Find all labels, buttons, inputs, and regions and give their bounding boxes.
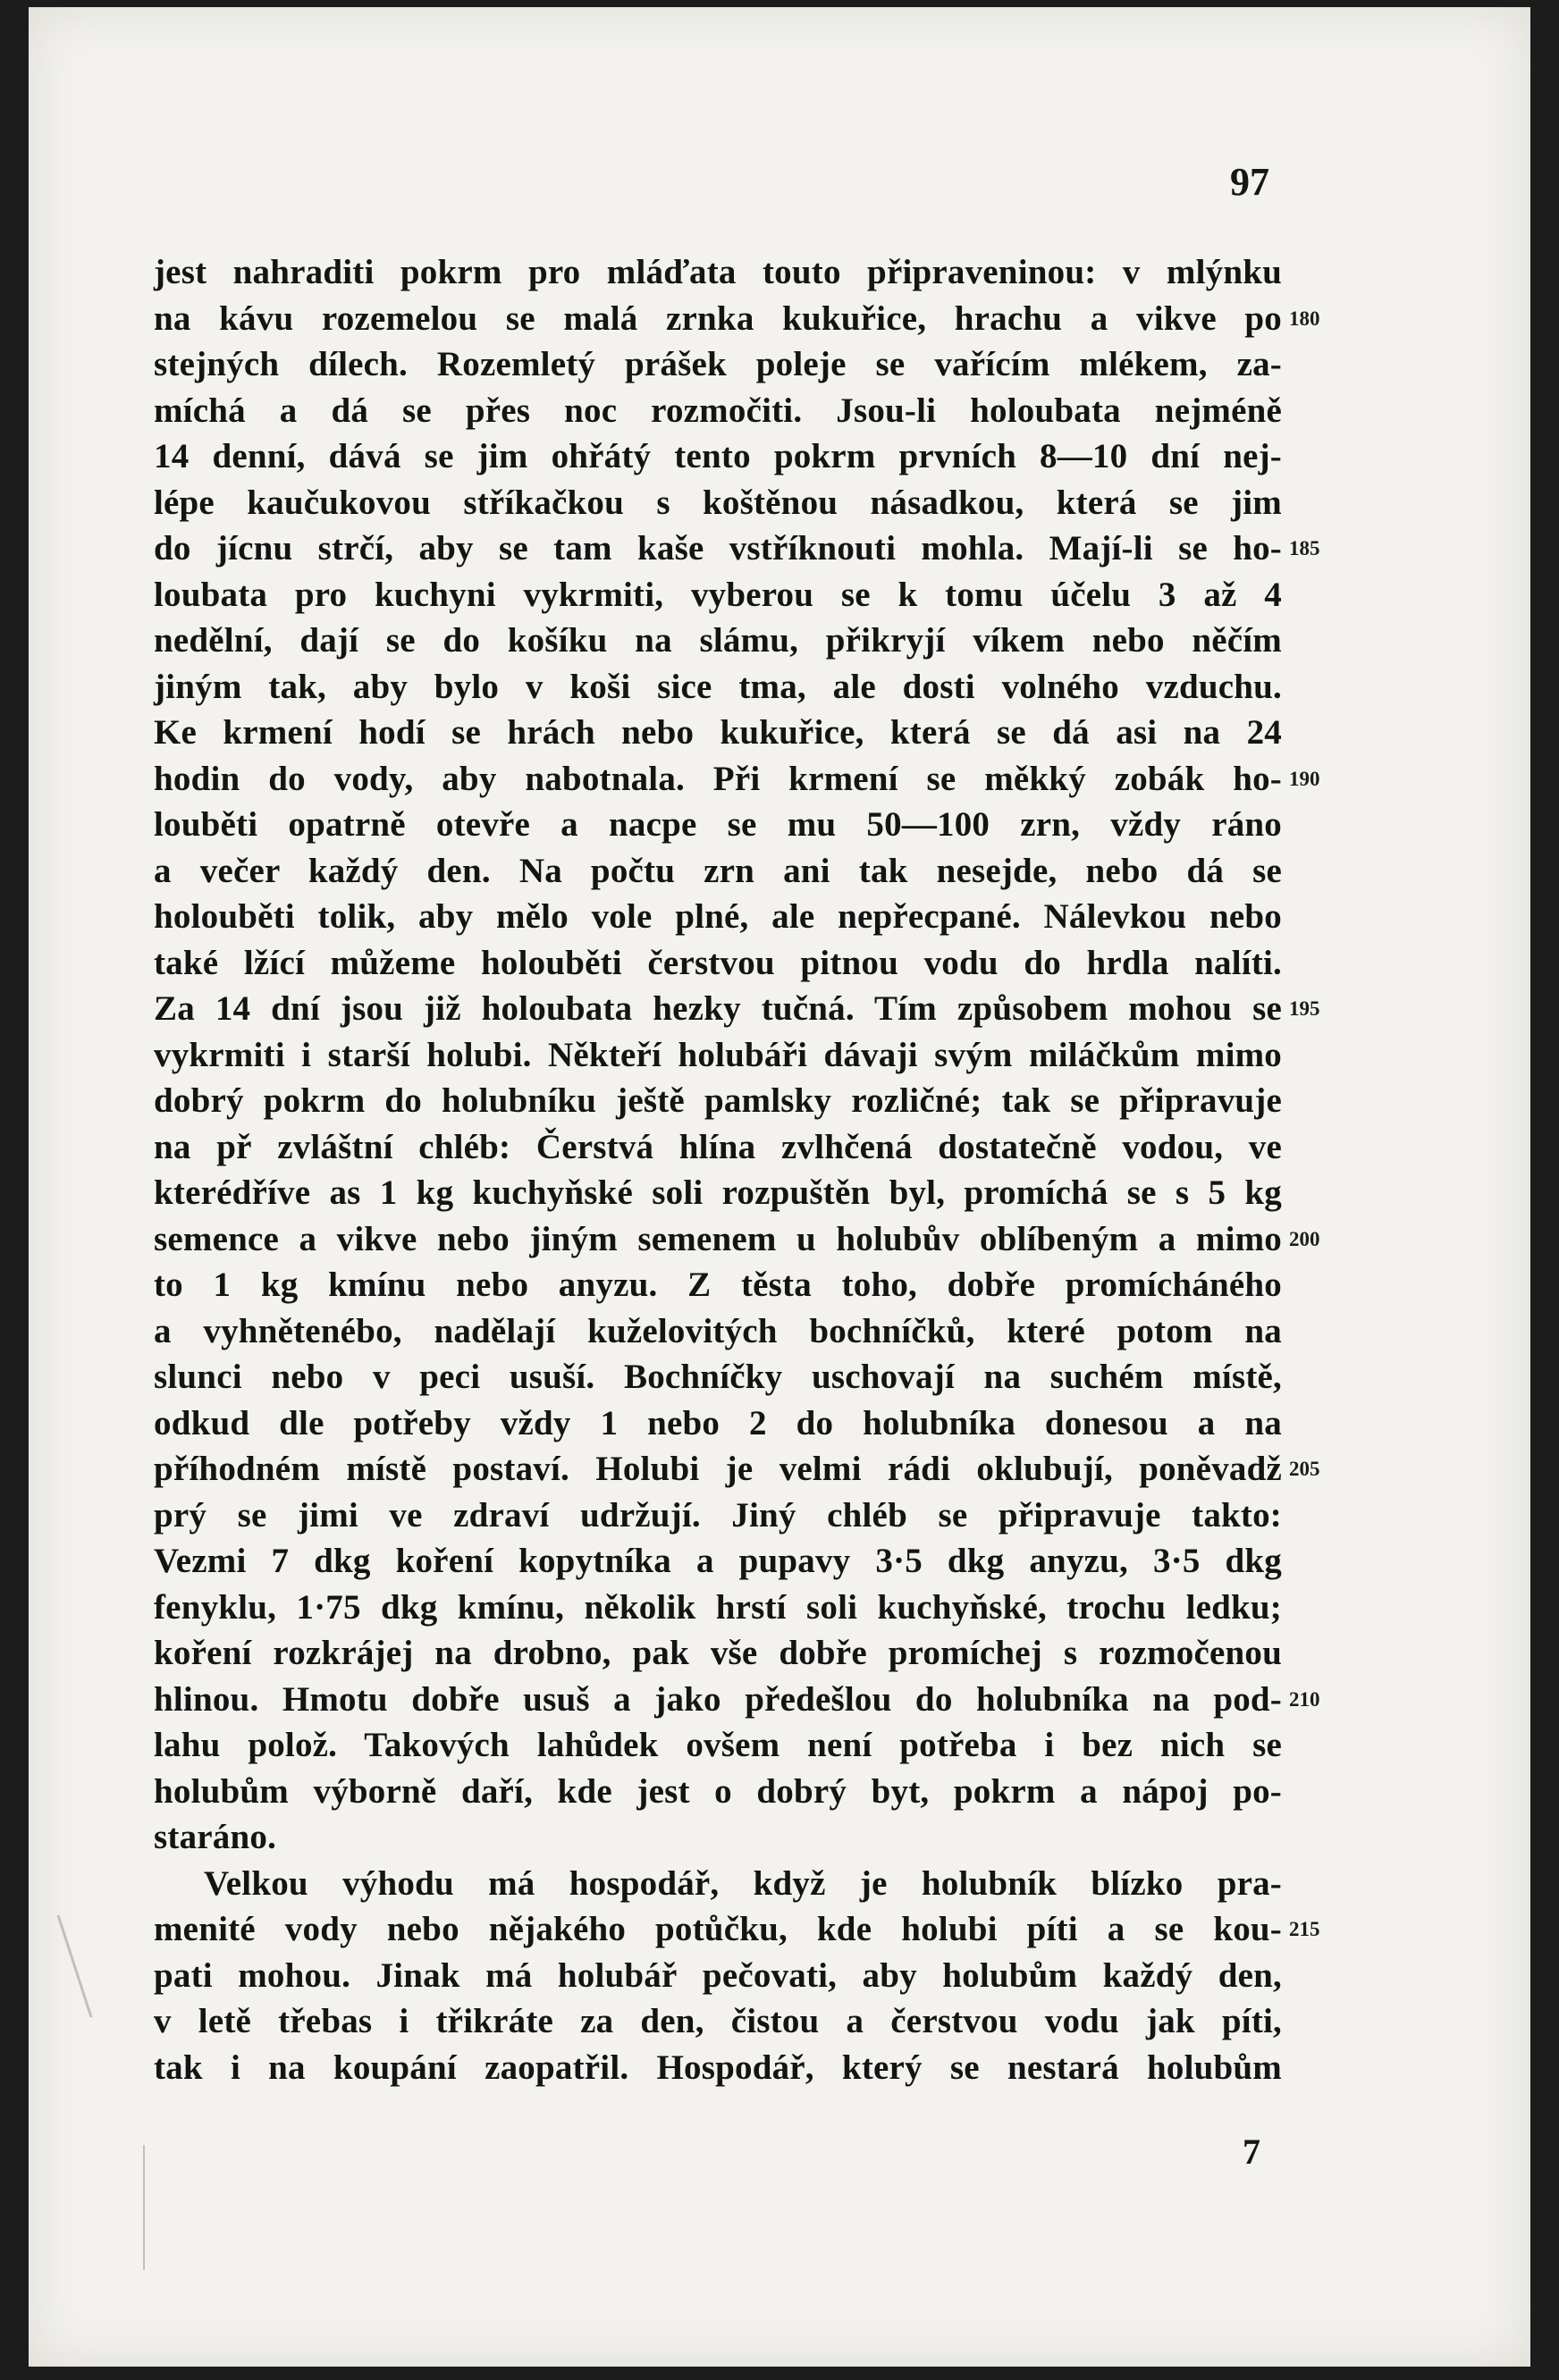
- text-line: Za 14 dní jsou již holoubata hezky tučná. Tím způsobem mohou se: [154, 989, 1282, 1028]
- text-line: 14 denní, dává se jim ohřátý tento pokrm prvních 8—10 dní nej-: [154, 437, 1282, 475]
- text-line: holubům výborně daří, kde jest o dobrý byt, pokrm a nápoj po-: [154, 1771, 1282, 1811]
- text-line: Ke krmení hodí se hrách nebo kukuřice, která se dá asi na 24: [154, 713, 1282, 752]
- text-line: holouběti tolik, aby mělo vole plné, ale nepřecpané. Nálevkou nebo: [154, 897, 1282, 936]
- line-number-marker: 200: [1289, 1227, 1320, 1250]
- text-line: prý se jimi ve zdraví udržují. Jiný chléb se připravuje takto:: [154, 1495, 1282, 1535]
- text-line: tak i na koupání zaopatřil. Hospodář, který se nestará holubům: [154, 2048, 1282, 2087]
- text-line: odkud dle potřeby vždy 1 nebo 2 do holubníka donesou a na: [154, 1403, 1282, 1442]
- text-line: hlinou. Hmotu dobře usuš a jako předešlou do holubníka na pod-: [154, 1679, 1282, 1719]
- text-line: to 1 kg kmínu nebo anyzu. Z těsta toho, dobře promícháného: [154, 1266, 1282, 1304]
- text-line: slunci nebo v peci usuší. Bochníčky uschovají na suchém místě,: [154, 1358, 1282, 1396]
- text-line: nedělní, dají se do košíku na slámu, přikryjí víkem nebo něčím: [154, 621, 1282, 660]
- text-line: vykrmiti i starší holubi. Někteří holubáři dávaji svým miláčkům mimo: [154, 1035, 1282, 1074]
- line-number-marker: 185: [1289, 537, 1320, 559]
- text-line: Vezmi 7 dkg koření kopytníka a pupavy 3·5 dkg anyzu, 3·5 dkg: [154, 1542, 1282, 1580]
- scan-mark-left-lower: [143, 2145, 145, 2270]
- text-line: lépe kaučukovou stříkačkou s koštěnou násadkou, která se jim: [154, 483, 1282, 522]
- text-line: pati mohou. Jinak má holubář pečovati, aby holubům každý den,: [154, 1955, 1282, 1995]
- text-line: v letě třebas i třikráte za den, čistou a čerstvou vodu jak píti,: [154, 2002, 1282, 2040]
- text-line: do jícnu strčí, aby se tam kaše vstříknouti mohla. Mají-li se ho-: [154, 529, 1282, 568]
- signature-mark: 7: [1243, 2132, 1260, 2172]
- text-line: míchá a dá se přes noc rozmočiti. Jsou-li holoubata nejméně: [154, 391, 1282, 430]
- text-line: dobrý pokrm do holubníku ještě pamlsky rozličné; tak se připravuje: [154, 1081, 1282, 1120]
- text-line: lahu polož. Takových lahůdek ovšem není potřeba i bez nich se: [154, 1726, 1282, 1764]
- text-line: a večer každý den. Na počtu zrn ani tak nesejde, nebo dá se: [154, 851, 1282, 890]
- line-number-marker: 180: [1289, 307, 1320, 330]
- text-line: loubata pro kuchyni vykrmiti, vyberou se k tomu účelu 3 až 4: [154, 575, 1282, 614]
- text-line: semence a vikve nebo jiným semenem u holubův oblíbeným a mimo: [154, 1219, 1282, 1258]
- page-number: 97: [1230, 160, 1269, 204]
- text-line: příhodném místě postaví. Holubi je velmi rádi oklubují, poněvadž: [154, 1450, 1282, 1488]
- text-line: menité vody nebo nějakého potůčku, kde holubi píti a se kou-: [154, 1910, 1282, 1948]
- text-line: hodin do vody, aby nabotnala. Při krmení se měkký zobák ho-: [154, 759, 1282, 798]
- text-line: kterédříve as 1 kg kuchyňské soli rozpuštěn byl, promíchá se s 5 kg: [154, 1173, 1282, 1212]
- text-line: staráno.: [154, 1818, 277, 1856]
- text-line: na kávu rozemelou se malá zrnka kukuřice, hrachu a vikve po: [154, 299, 1282, 338]
- text-line: jest nahraditi pokrm pro mláďata touto připraveninou: v mlýnku: [154, 253, 1282, 291]
- text-line: na př zvláštní chléb: Čerstvá hlína zvlhčená dostatečně vodou, ve: [154, 1127, 1282, 1166]
- text-line: koření rozkrájej na drobno, pak vše dobře promíchej s rozmočenou: [154, 1634, 1282, 1672]
- text-line: fenyklu, 1·75 dkg kmínu, několik hrstí soli kuchyňské, trochu ledku;: [154, 1587, 1282, 1627]
- text-line: a vyhnětenébo, nadělají kuželovitých bochníčků, které potom na: [154, 1311, 1282, 1350]
- line-number-marker: 205: [1289, 1458, 1320, 1480]
- line-number-marker: 210: [1289, 1687, 1320, 1711]
- line-number-marker: 195: [1289, 997, 1320, 1020]
- text-line: Velkou výhodu má hospodář, když je holubník blízko pra-: [204, 1863, 1282, 1903]
- text-line: stejných dílech. Rozemletý prášek poleje se vařícím mlékem, za-: [154, 345, 1282, 383]
- line-number-marker: 215: [1289, 1918, 1320, 1940]
- text-line: také lžící můžeme holouběti čerstvou pitnou vodu do hrdla nalíti.: [154, 943, 1282, 982]
- text-line: jiným tak, aby bylo v koši sice tma, ale dosti volného vzduchu.: [154, 667, 1282, 706]
- text-line: louběti opatrně otevře a nacpe se mu 50—100 zrn, vždy ráno: [154, 805, 1282, 844]
- line-number-marker: 190: [1289, 767, 1320, 790]
